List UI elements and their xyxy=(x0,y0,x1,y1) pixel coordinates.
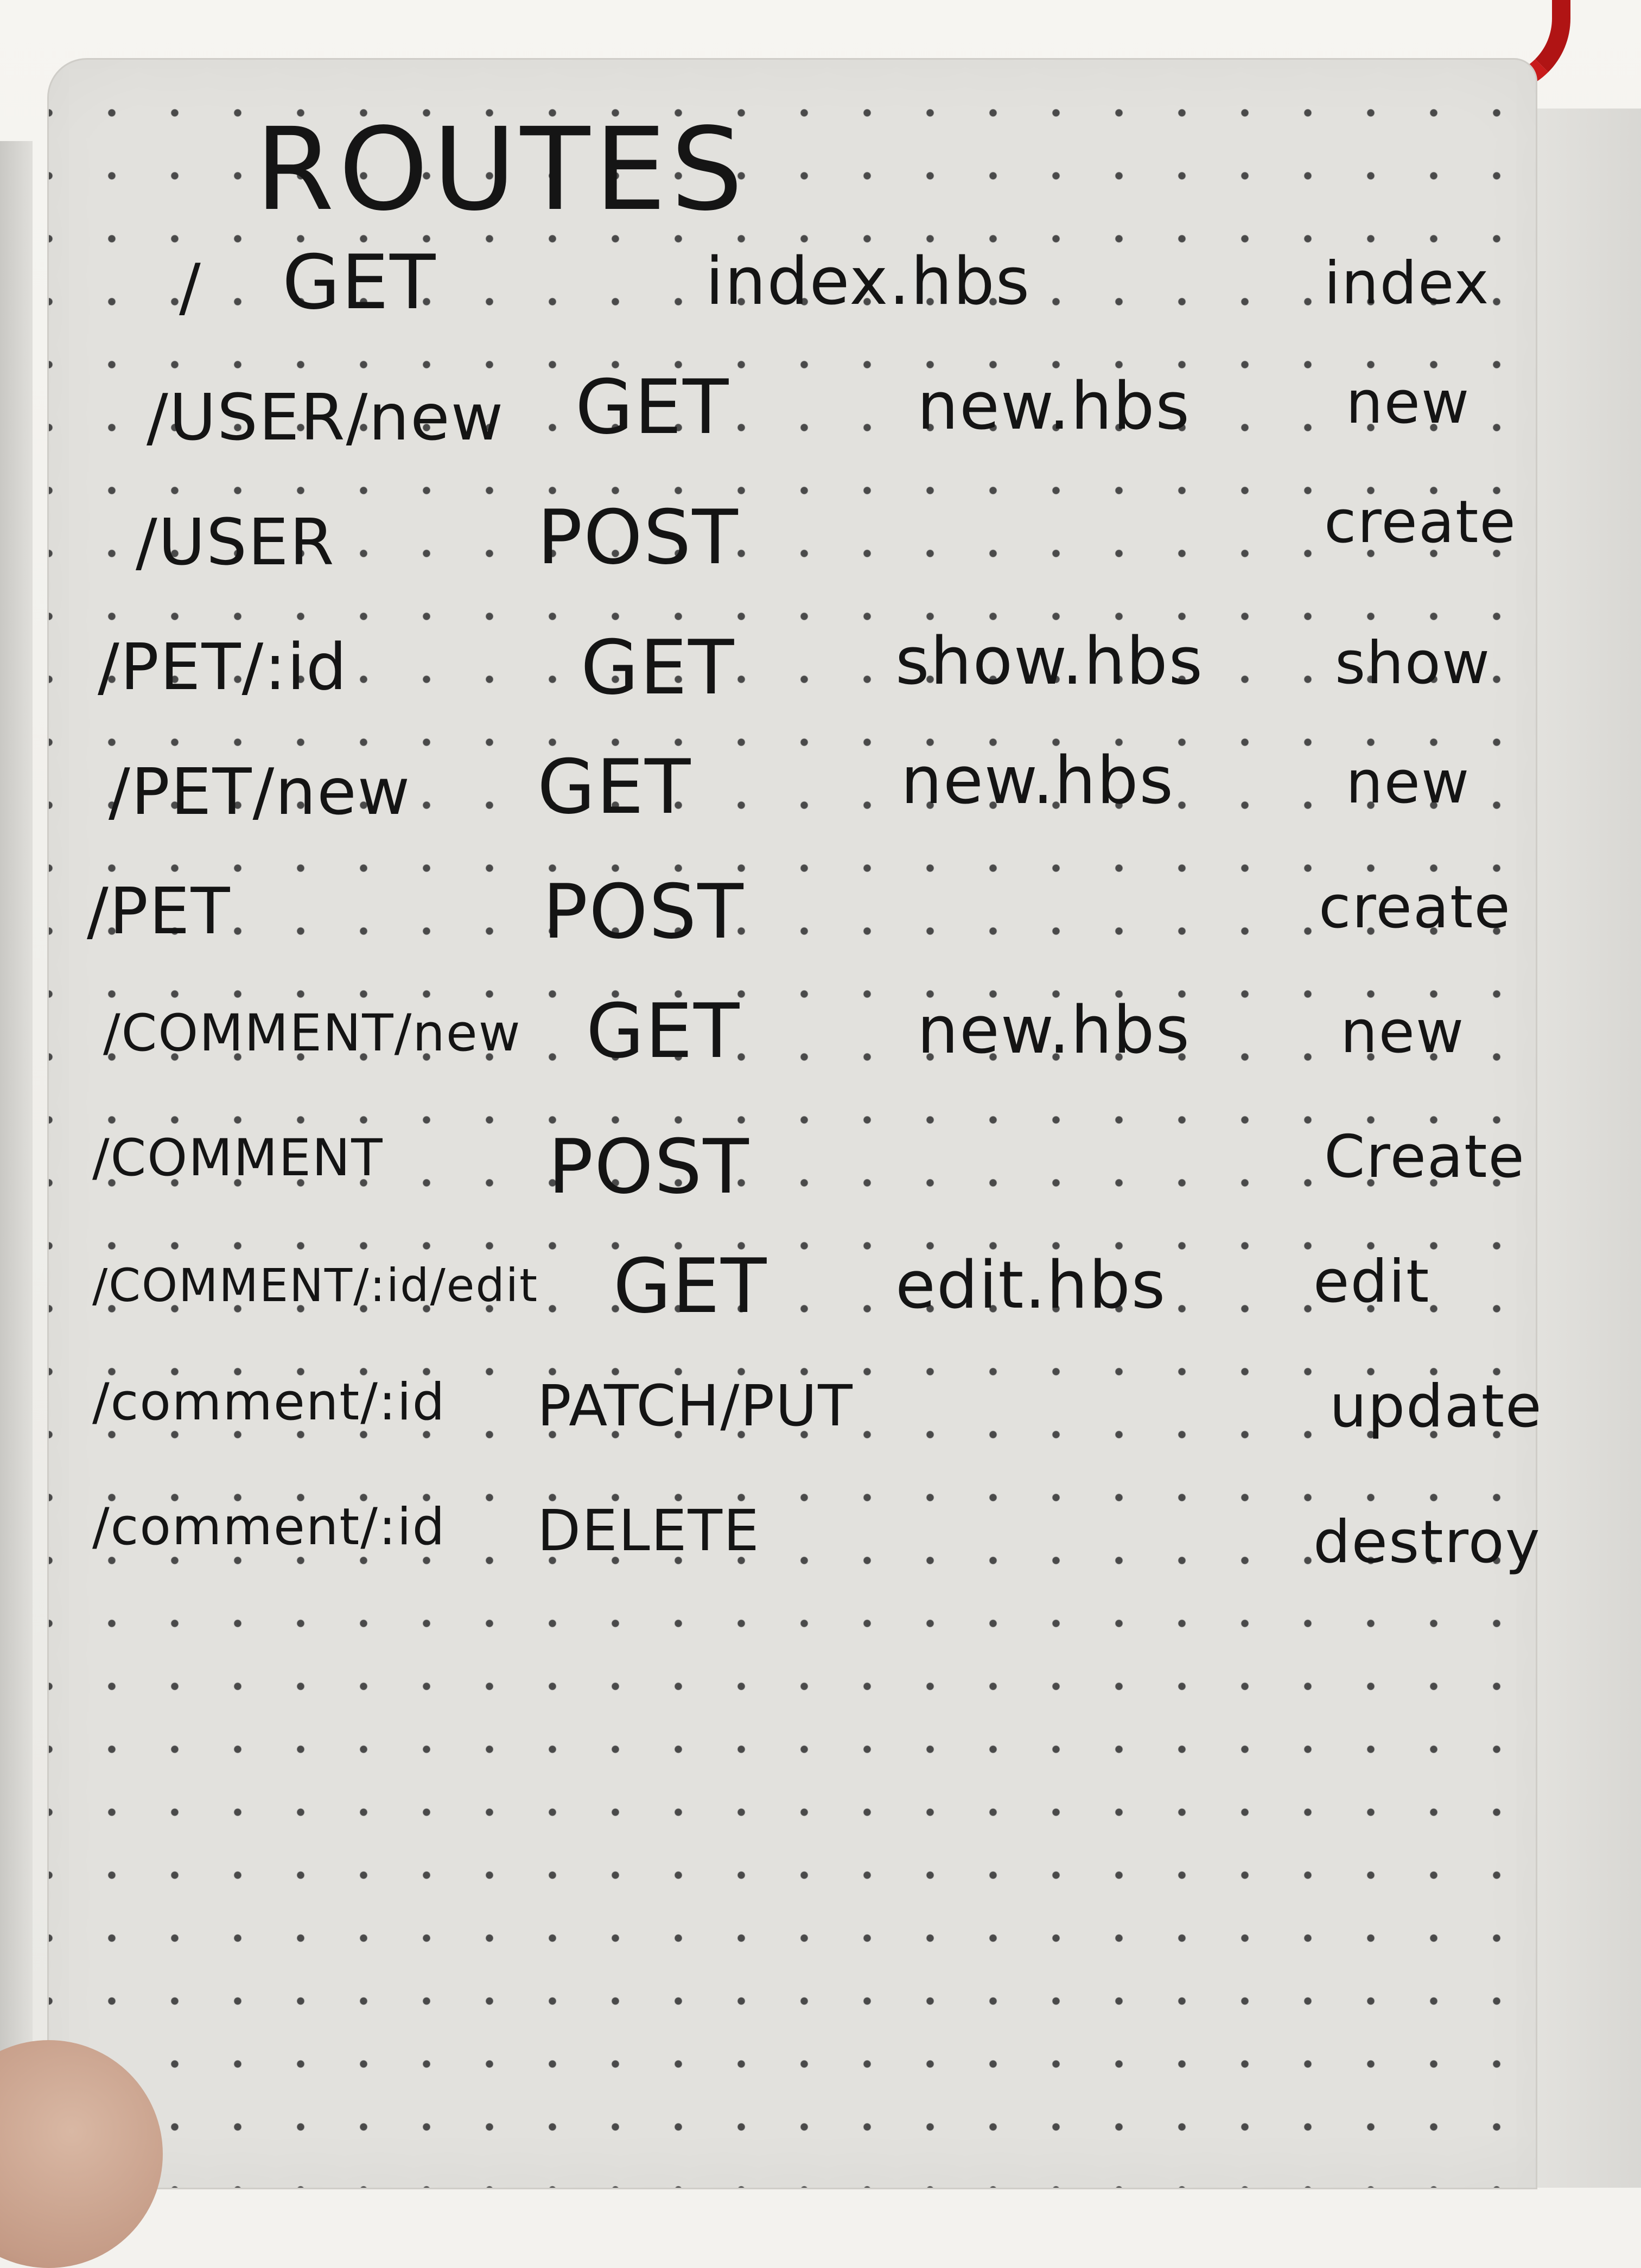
route-row xyxy=(0,1362,1641,1470)
route-path: /COMMENT xyxy=(92,1129,384,1188)
route-path: /comment/:id xyxy=(92,1373,446,1432)
route-row xyxy=(0,239,1641,347)
route-verb: GET xyxy=(575,364,730,451)
route-row xyxy=(0,488,1641,597)
route-action: new xyxy=(1346,749,1471,817)
route-verb: GET xyxy=(581,624,735,711)
route-action: index xyxy=(1324,250,1490,317)
route-path: /PET xyxy=(87,874,231,948)
route-row xyxy=(0,1112,1641,1221)
route-row xyxy=(0,988,1641,1096)
page-title: ROUTES xyxy=(255,103,748,236)
route-verb: DELETE xyxy=(537,1498,760,1564)
route-view: new.hbs xyxy=(917,993,1191,1068)
route-row xyxy=(0,613,1641,722)
route-verb: PATCH/PUT xyxy=(537,1373,854,1439)
route-action: Create xyxy=(1324,1123,1525,1191)
route-view: show.hbs xyxy=(895,624,1204,699)
route-view: new.hbs xyxy=(901,743,1174,819)
route-path: /USER xyxy=(136,505,335,579)
route-row xyxy=(0,863,1641,971)
route-path: /PET/:id xyxy=(98,629,348,704)
route-action: new xyxy=(1346,369,1471,437)
route-path: /PET/new xyxy=(109,754,411,829)
route-view: index.hbs xyxy=(705,244,1031,320)
route-verb: GET xyxy=(282,239,437,326)
route-path: / xyxy=(179,250,202,324)
route-row xyxy=(0,738,1641,846)
route-action: create xyxy=(1324,488,1517,556)
route-row xyxy=(0,364,1641,472)
route-action: create xyxy=(1319,874,1511,941)
route-action: edit xyxy=(1313,1248,1430,1316)
route-verb: GET xyxy=(613,1243,768,1330)
route-path: /COMMENT/:id/edit xyxy=(92,1259,539,1312)
route-row xyxy=(0,1487,1641,1595)
route-action: destroy xyxy=(1313,1508,1541,1576)
route-view: edit.hbs xyxy=(895,1248,1167,1323)
route-action: show xyxy=(1335,629,1491,697)
route-verb: POST xyxy=(537,494,739,581)
route-verb: POST xyxy=(543,868,745,955)
route-path: /comment/:id xyxy=(92,1498,446,1557)
route-path: /USER/new xyxy=(147,380,505,455)
route-action: new xyxy=(1340,998,1465,1066)
route-view: new.hbs xyxy=(917,369,1191,444)
route-verb: POST xyxy=(548,1123,750,1211)
route-verb: GET xyxy=(537,743,692,831)
route-action: update xyxy=(1330,1373,1543,1441)
route-path: /COMMENT/new xyxy=(103,1004,521,1063)
route-row xyxy=(0,1237,1641,1346)
route-verb: GET xyxy=(586,988,741,1075)
